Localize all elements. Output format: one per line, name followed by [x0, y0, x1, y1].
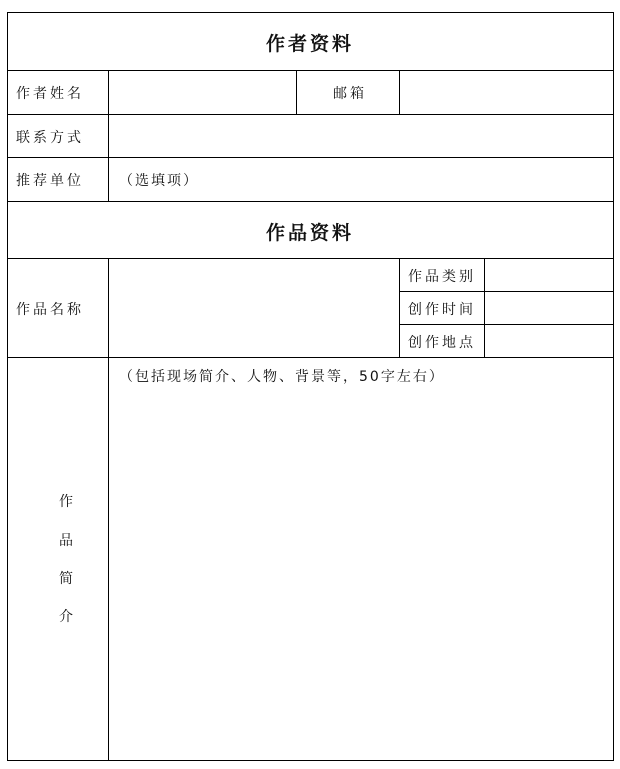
time-label: 创作时间 [408, 302, 476, 318]
intro-label-char: 品 [59, 533, 76, 549]
work-name-field[interactable] [109, 259, 399, 357]
intro-label-char: 作 [59, 494, 76, 510]
category-label: 作品类别 [408, 269, 476, 285]
intro-field[interactable] [109, 358, 613, 760]
contact-field[interactable] [109, 115, 613, 157]
unit-hint: （选填项） [119, 173, 199, 189]
category-field[interactable] [485, 259, 613, 291]
email-label: 邮箱 [333, 86, 367, 102]
author-name-label: 作者姓名 [16, 86, 84, 102]
email-field[interactable] [400, 71, 613, 114]
contact-label: 联系方式 [16, 130, 84, 146]
work-section-title: 作品资料 [265, 222, 354, 244]
author-name-field[interactable] [109, 71, 296, 114]
unit-field[interactable] [109, 158, 613, 201]
work-name-label: 作品名称 [16, 302, 84, 318]
place-label: 创作地点 [408, 335, 476, 351]
intro-hint: （包括现场简介、人物、背景等，50字左右） [119, 369, 445, 385]
intro-label-char: 介 [59, 609, 76, 625]
intro-label-char: 简 [59, 571, 76, 587]
unit-label: 推荐单位 [16, 173, 84, 189]
author-section-title: 作者资料 [265, 33, 354, 55]
place-field[interactable] [485, 325, 613, 357]
time-field[interactable] [485, 292, 613, 324]
